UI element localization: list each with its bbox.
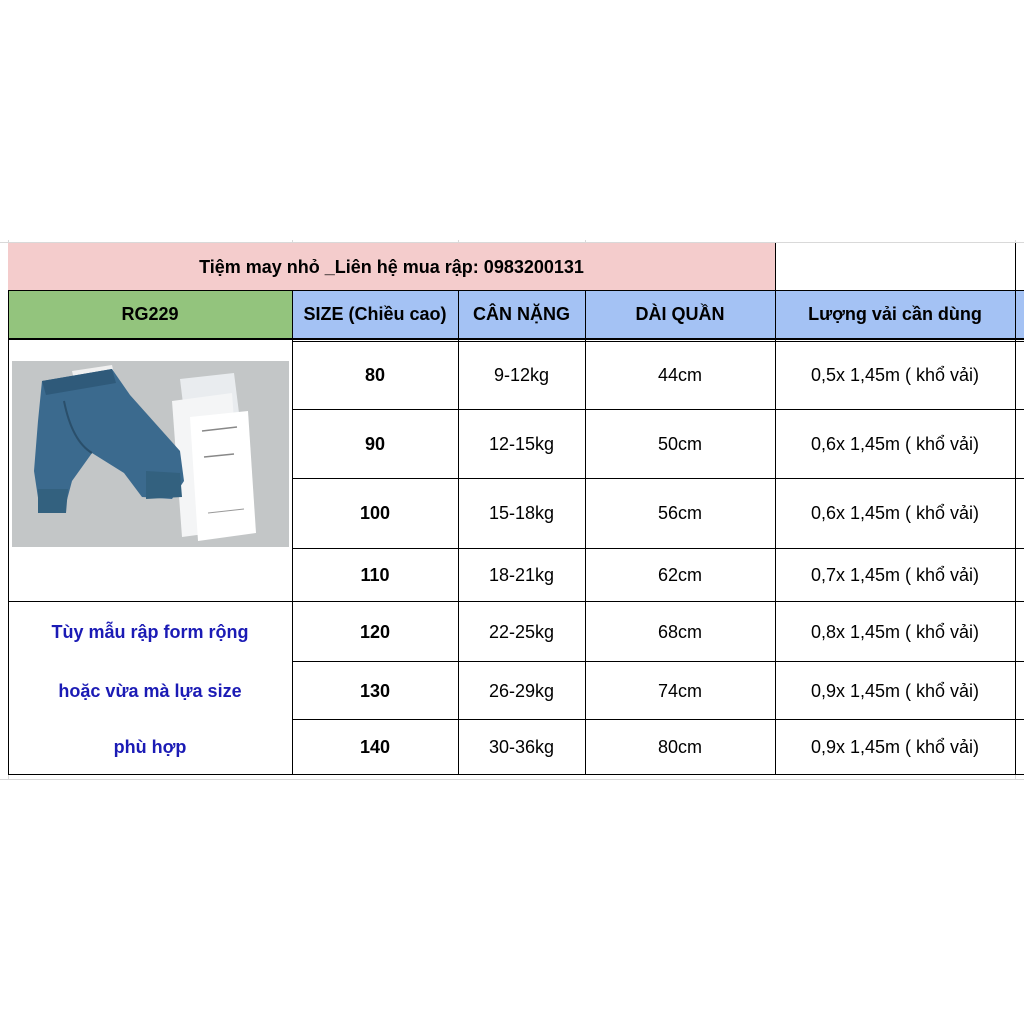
row-size: 110	[360, 564, 390, 585]
row-weight: 12-15kg	[488, 433, 555, 454]
border	[458, 290, 459, 775]
row-weight: 22-25kg	[488, 621, 555, 642]
row-length: 68cm	[657, 621, 702, 642]
row-size: 130	[359, 680, 391, 701]
row-fabric: 0,8x 1,45m ( khổ vải)	[810, 621, 980, 642]
pants-photo	[12, 361, 289, 547]
banner-text: Tiệm may nhỏ _Liên hệ mua rập: 0983200131	[199, 256, 584, 277]
row-weight: 30-36kg	[488, 736, 555, 757]
border	[292, 478, 1024, 479]
row-length: 80cm	[657, 736, 702, 757]
code-header	[8, 291, 292, 338]
note-line-2: hoặc vừa mà lựa size	[58, 680, 242, 701]
border	[1015, 243, 1016, 775]
row-weight: 9-12kg	[493, 365, 550, 385]
row-size: 120	[359, 621, 391, 642]
border	[8, 290, 9, 775]
note-line-3: phù hợp	[113, 736, 187, 757]
border	[292, 719, 1024, 720]
note-line-1: Tùy mẫu rập form rộng	[51, 621, 249, 642]
weight-header: CÂN NẶNG	[458, 291, 585, 338]
banner-cell	[8, 243, 775, 291]
row-fabric: 0,5x 1,45m ( khổ vải)	[810, 365, 980, 385]
row-fabric: 0,9x 1,45m ( khổ vải)	[810, 680, 980, 701]
border	[585, 290, 586, 775]
header-overflow-cell	[1015, 291, 1024, 338]
row-fabric: 0,9x 1,45m ( khổ vải)	[810, 736, 980, 757]
size-header: SIZE (Chiều cao)	[292, 291, 458, 338]
border	[292, 661, 1024, 662]
border	[292, 290, 293, 775]
row-weight: 26-29kg	[488, 680, 555, 701]
code-text: RG229	[121, 304, 179, 324]
border	[8, 774, 1024, 775]
row-weight: 18-21kg	[488, 564, 555, 585]
row-length: 56cm	[657, 503, 702, 523]
row-length: 44cm	[657, 365, 702, 385]
row-fabric: 0,6x 1,45m ( khổ vải)	[810, 433, 980, 454]
row-size: 140	[359, 736, 391, 757]
length-header: DÀI QUẦN	[585, 291, 775, 338]
row-size: 100	[359, 503, 391, 523]
banner-empty-cell	[775, 243, 1015, 291]
row-fabric: 0,6x 1,45m ( khổ vải)	[810, 503, 980, 523]
fabric-header: Lượng vải cần dùng	[775, 291, 1015, 338]
border	[8, 338, 1024, 340]
row-fabric: 0,7x 1,45m ( khổ vải)	[810, 564, 980, 585]
border	[775, 243, 776, 775]
row-weight: 15-18kg	[488, 503, 555, 523]
border	[292, 409, 1024, 410]
row-size: 80	[364, 365, 386, 385]
border	[292, 548, 1024, 549]
border	[8, 601, 1024, 602]
row-size: 90	[364, 433, 386, 454]
row-length: 62cm	[657, 564, 702, 585]
border	[8, 290, 1024, 291]
row-length: 74cm	[657, 680, 702, 701]
pants-photo-icon	[12, 361, 289, 547]
border	[292, 341, 1024, 342]
row-length: 50cm	[657, 433, 702, 454]
